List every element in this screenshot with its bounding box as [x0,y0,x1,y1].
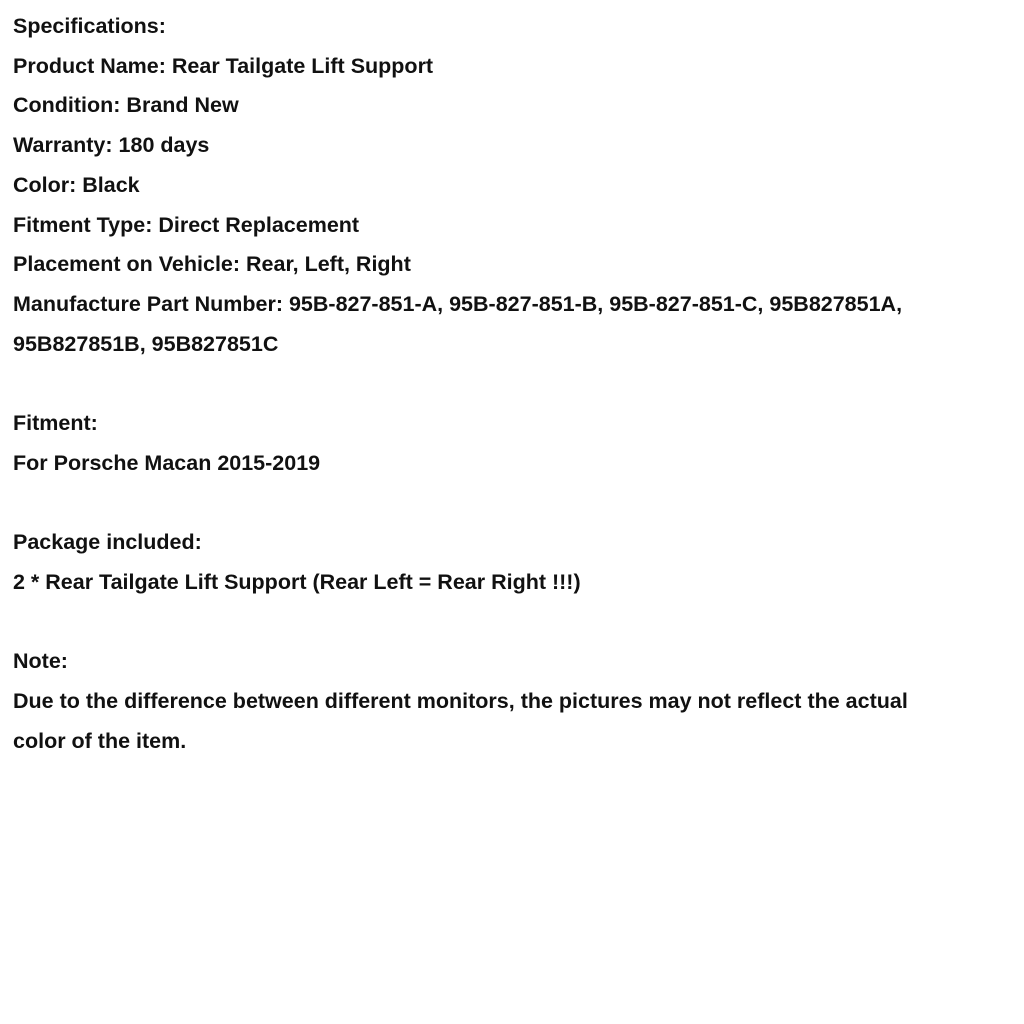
fitment-heading: Fitment: [13,411,98,436]
part-number-line-1: Manufacture Part Number: 95B-827-851-A, 95B-827-851-B, 95B-827-851-C, 95B827851A, [13,291,903,316]
condition: Condition: Brand New [13,93,239,118]
part-number-line-2: 95B827851B, 95B827851C [13,331,279,356]
note-line-2: color of the item. [13,728,187,753]
package-heading: Package included: [13,530,202,555]
package-section [13,523,1013,602]
product-name: Product Name: Rear Tailgate Lift Support [13,53,434,78]
product-description [13,7,1013,761]
spacer [13,483,1013,523]
note-heading: Note: [13,649,68,674]
spacer [13,364,1013,404]
color: Color: Black [13,172,140,197]
placement-on-vehicle: Placement on Vehicle: Rear, Left, Right [13,252,411,277]
note-section [13,642,1013,761]
note-line-1: Due to the difference between different monitors, the pictures may not reflect the actual [13,688,908,713]
package-contents: 2 * Rear Tailgate Lift Support (Rear Left = Rear Right !!!) [13,569,581,594]
spacer [13,603,1013,643]
fitment-section [13,404,1013,483]
specifications-heading: Specifications: [13,14,166,38]
warranty: Warranty: 180 days [13,133,210,158]
fitment-vehicle: For Porsche Macan 2015-2019 [13,450,321,475]
fitment-type: Fitment Type: Direct Replacement [13,212,360,237]
specifications-section [13,7,1013,364]
